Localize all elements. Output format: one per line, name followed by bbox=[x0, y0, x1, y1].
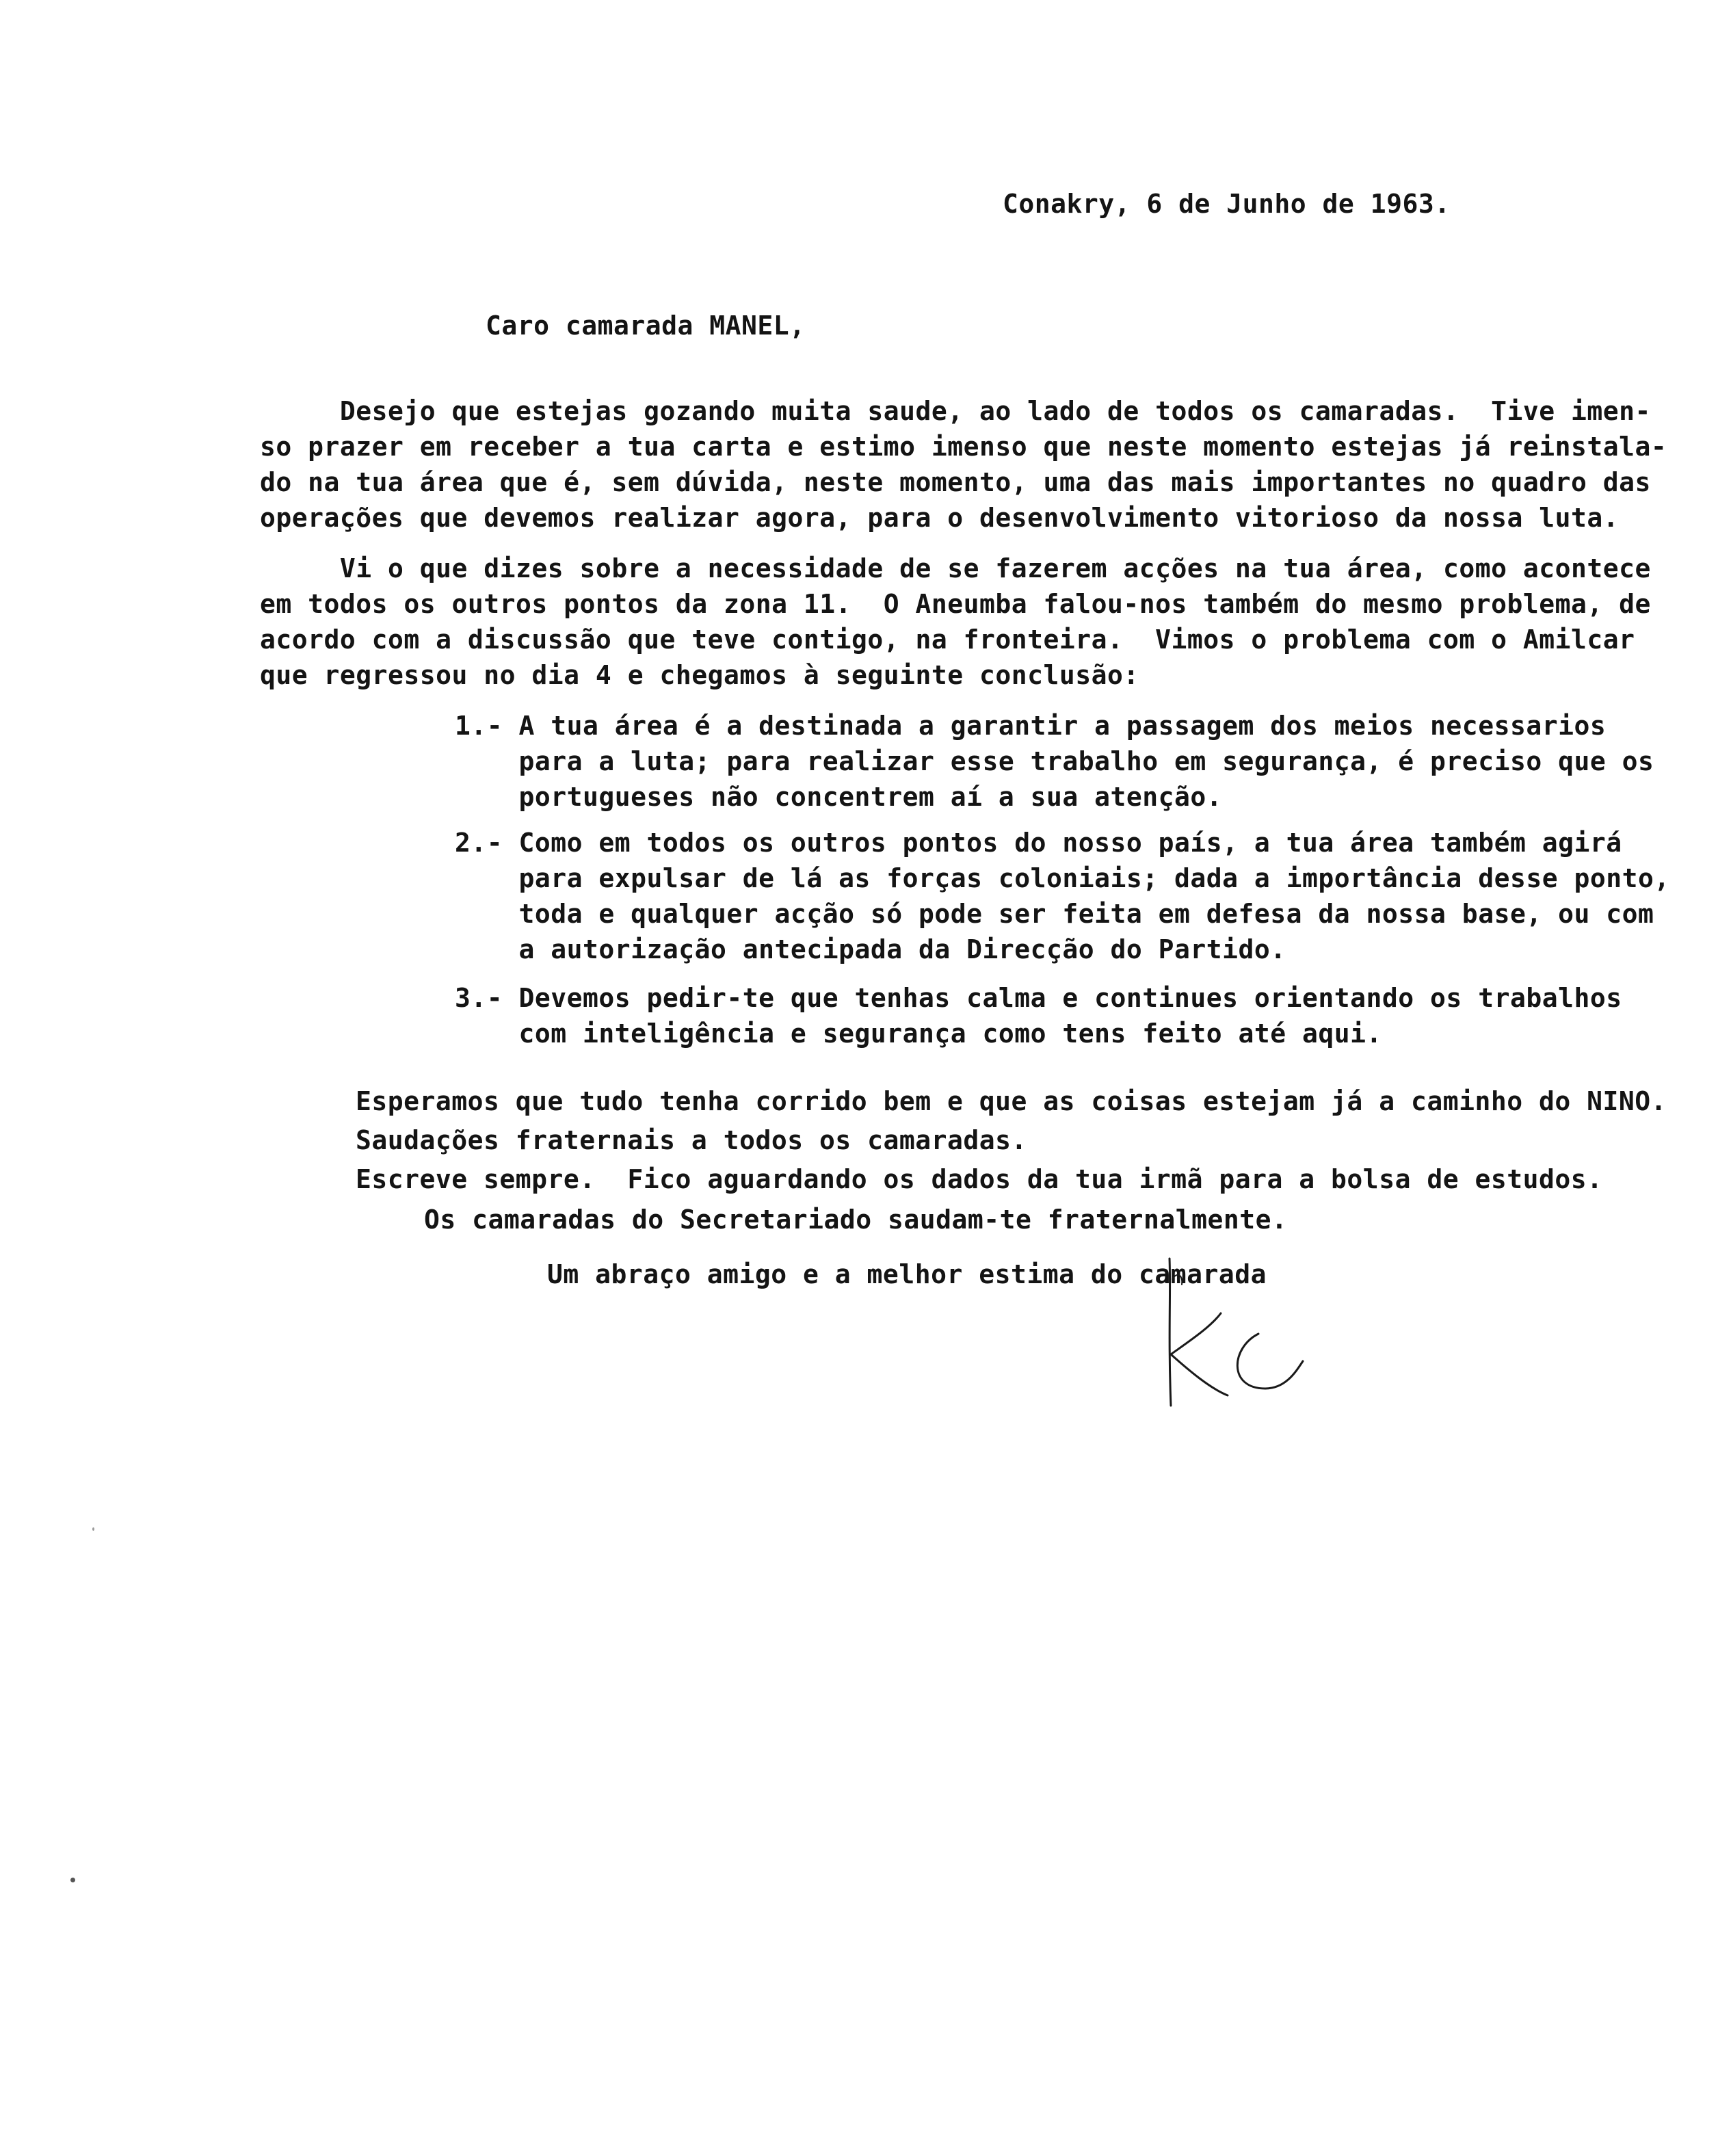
secretariat-greeting: Os camaradas do Secretariado saudam-te fraternalmente. bbox=[424, 1205, 1288, 1235]
numbered-item-line: a autorização antecipada da Direcção do Partido. bbox=[455, 934, 1286, 964]
paragraph-2-line: que regressou no dia 4 e chegamos à seguinte conclusão: bbox=[260, 660, 1139, 690]
closing-line: Saudações fraternais a todos os camaradas. bbox=[356, 1125, 1027, 1155]
numbered-item-2 bbox=[455, 825, 1670, 967]
paragraph-2-line: acordo com a discussão que teve contigo, na fronteira. Vimos o problema com o Amilcar bbox=[260, 625, 1635, 655]
paragraph-1-line: Desejo que estejas gozando muita saude, ao lado de todos os camaradas. Tive imen- bbox=[260, 396, 1651, 426]
numbered-item-1 bbox=[455, 708, 1654, 815]
letter-date: Conakry, 6 de Junho de 1963. bbox=[1003, 189, 1451, 219]
paper-speck bbox=[92, 1527, 94, 1531]
numbered-item-line: toda e qualquer acção só pode ser feita em defesa da nossa base, ou com bbox=[455, 899, 1654, 929]
closing-line: Esperamos que tudo tenha corrido bem e que as coisas estejam já a caminho do NINO. bbox=[356, 1086, 1667, 1116]
closing-paragraph bbox=[356, 1082, 1667, 1199]
numbered-item-line: para expulsar de lá as forças coloniais; dada a importância desse ponto, bbox=[455, 863, 1670, 893]
numbered-item-line: para a luta; para realizar esse trabalho em segurança, é preciso que os bbox=[455, 746, 1654, 776]
paper-speck bbox=[70, 1878, 75, 1882]
numbered-item-line: 3.- Devemos pedir-te que tenhas calma e continues orientando os trabalhos bbox=[455, 983, 1622, 1013]
numbered-item-3 bbox=[455, 980, 1622, 1051]
paragraph-2-line: em todos os outros pontos da zona 11. O Aneumba falou-nos também do mesmo problema, de bbox=[260, 589, 1651, 619]
paragraph-1-line: do na tua área que é, sem dúvida, neste momento, uma das mais importantes no quadro das bbox=[260, 467, 1651, 497]
handwritten-signature bbox=[1156, 1252, 1327, 1416]
numbered-item-line: portugueses não concentrem aí a sua atenção. bbox=[455, 782, 1223, 812]
paragraph-1-line: operações que devemos realizar agora, para o desenvolvimento vitorioso da nossa luta. bbox=[260, 503, 1620, 533]
closing-embrace: Um abraço amigo e a melhor estima do camarada bbox=[547, 1259, 1267, 1289]
paragraph-2-line: Vi o que dizes sobre a necessidade de se fazerem acções na tua área, como acontece bbox=[260, 553, 1651, 583]
paragraph-2 bbox=[260, 551, 1651, 693]
paragraph-1-line: so prazer em receber a tua carta e estimo imenso que neste momento estejas já reinstala- bbox=[260, 432, 1667, 462]
closing-line: Escreve sempre. Fico aguardando os dados da tua irmã para a bolsa de estudos. bbox=[356, 1164, 1603, 1194]
numbered-item-line: com inteligência e segurança como tens feito até aqui. bbox=[455, 1018, 1382, 1049]
paragraph-1 bbox=[260, 393, 1667, 536]
letter-salutation: Caro camarada MANEL, bbox=[486, 311, 806, 341]
numbered-item-line: 2.- Como em todos os outros pontos do nosso país, a tua área também agirá bbox=[455, 828, 1622, 858]
numbered-item-line: 1.- A tua área é a destinada a garantir a passagem dos meios necessarios bbox=[455, 711, 1607, 741]
